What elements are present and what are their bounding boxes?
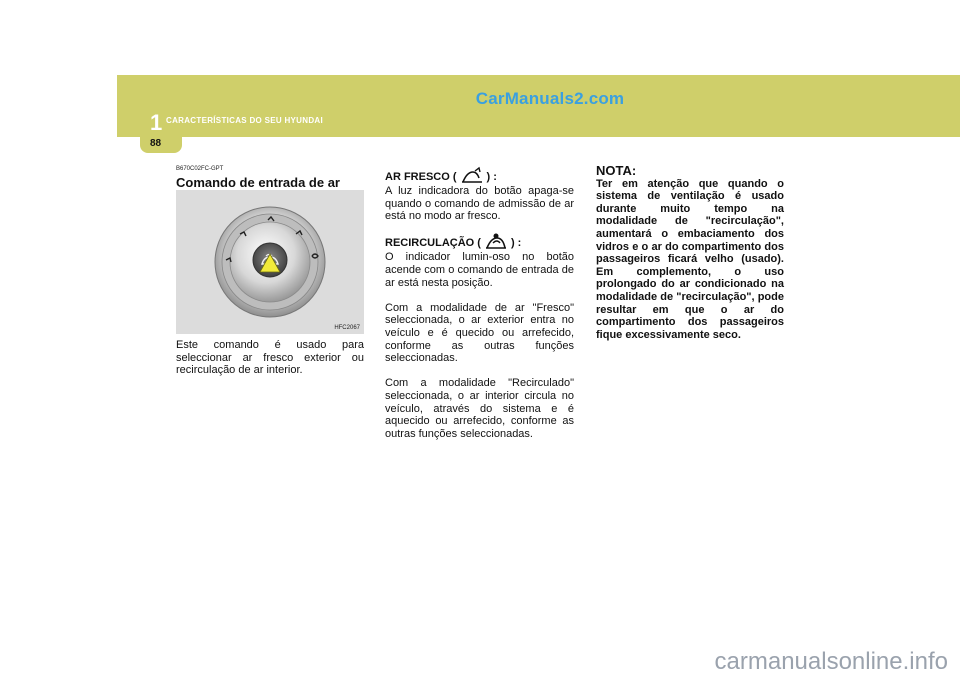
- fresh-air-icon: [459, 165, 485, 185]
- middle-column: [385, 169, 574, 440]
- air-intake-control-figure: [176, 190, 364, 334]
- note-body: Ter em atenção que quando o sistema de ventilação é usado durante muito tempo na modalidade de "recirculação", aumentará o embaciamento dos vidros e o ar do compartimento dos passageiros ficará velho (usado). Em complemento, o uso prolongado do ar condicionado na modalidade de "recirculação", pode resultar em que o ar do compartimento dos passageiros fique excessivamente seco.: [596, 177, 784, 341]
- control-knob-illustration: [176, 190, 364, 334]
- recirculated-mode-paragraph: Com a modalidade "Recirculado" seleccionada, o ar interior circula no veículo, através do sistema e é aquecido ou arrefecido, conforme as outras funções seleccionadas.: [385, 377, 574, 440]
- chapter-title: CARACTERÍSTICAS DO SEU HYUNDAI: [166, 116, 324, 125]
- recirculation-description: O indicador lumin-oso no botão acende com o comando de entrada de ar está nesta posição.: [385, 251, 574, 289]
- intro-paragraph: Este comando é usado para seleccionar ar fresco exterior ou recirculação de ar interior.: [176, 339, 364, 377]
- page-number: 88: [150, 138, 162, 149]
- chapter-number: 1: [150, 110, 163, 135]
- section-code: B670C02FC-GPT: [176, 166, 224, 172]
- left-column: [176, 163, 364, 189]
- note-column: [596, 165, 784, 341]
- section-title: Comando de entrada de ar: [176, 174, 340, 190]
- fresh-air-description: A luz indicadora do botão apaga-se quando o comando de admissão de ar está no modo ar fresco.: [385, 185, 574, 223]
- header-separator: [117, 137, 960, 157]
- watermark-link[interactable]: CarManuals2.com: [475, 89, 625, 108]
- note-title: NOTA:: [596, 163, 637, 178]
- fresh-air-heading: AR FRESCO ( ) :: [385, 169, 574, 185]
- footer-site-link[interactable]: carmanualsonline.info: [714, 648, 948, 675]
- left-body-text: [176, 339, 364, 377]
- figure-code: HFC2067: [334, 325, 360, 331]
- fresh-mode-paragraph: Com a modalidade de ar "Fresco" seleccionada, o ar exterior entra no veículo e é quecido ou arrefecido, conforme as outras funções seleccionadas.: [385, 301, 574, 365]
- recirculation-icon: [483, 231, 509, 251]
- recirculation-heading: RECIRCULAÇÃO ( ) :: [385, 235, 574, 251]
